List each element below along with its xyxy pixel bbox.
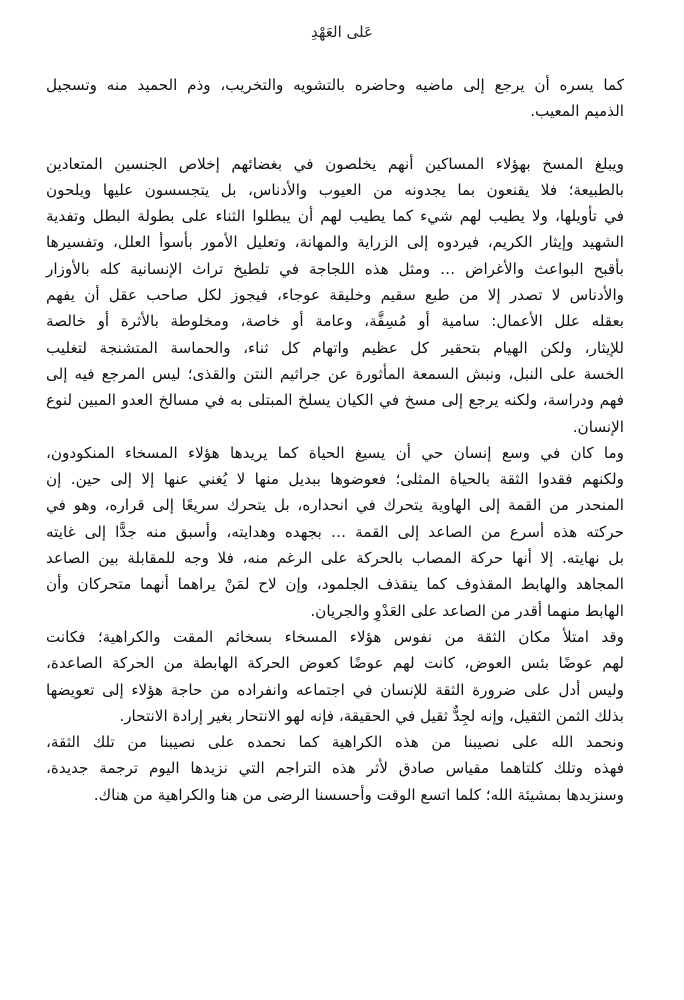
text-line: بل نهايته. إلا أنها حركة المصاب بالحركة على الرغم منه، فلا وجه للمقابلة بين الصاعد (46, 549, 624, 568)
text-line: وليس أدل على ضرورة الثقة للإنسان في اجتماعه وانفراده من حاجة هؤلاء إلى تعويضها (46, 680, 624, 699)
text-line: في تأويلها، ولا يطيب لهم شيء كما يطيب لهم أن يبطلوا الثناء على بطولة البطل وتفدية (46, 207, 624, 226)
text-line: ولكنهم فقدوا الثقة بالحياة المثلى؛ فعوضوها ببديل منها لا يُغني عنها إلا إلى حين. إن (46, 470, 624, 489)
paragraph-5 (46, 729, 624, 808)
running-header: عَلى العَهْدِ (311, 23, 373, 41)
text-line: وما كان في وسع إنسان حي أن يسيغ الحياة كما يريدها هؤلاء المسخاء المنكودون، (46, 443, 624, 462)
text-line: ويبلغ المسخ بهؤلاء المساكين أنهم يخلصون في بغضائهم إخلاص الجنسين المتعادين (46, 154, 624, 173)
text-line: الشهيد وإيثار الكريم، فيردوه إلى الزراية والمهانة، وتعليل الأمور بأسوأ العلل، وتفسيرها (46, 233, 624, 252)
text-line: فهم ودراسة، ولكنه يرجع إلى مسخ في الكيان يسلخ المبتلى به في مسالخ العدو المبين لنوع (46, 391, 624, 410)
text-line: المجاهد والهابط المقذوف كما ينقذف الجلمود، وإن لاح لمَنْ يراهما أنهما متحركان وأن (46, 575, 624, 594)
text-line: والأدناس لا تصدر إلا من طبع سقيم وخليقة عوجاء، فيجوز لكل صاحب عقل أن يفهم (46, 286, 624, 305)
text-line: بذلك الثمن الثقيل، وإنه لجِدٌّ ثقيل في الحقيقة، فإنه لهو الانتحار بغير إرادة الانتحار. (119, 706, 624, 725)
text-line: الهابط منهما أقدر من الصاعد على العَدْوِ والجريان. (310, 601, 624, 620)
paragraph-1 (46, 72, 624, 125)
text-line: بأقبح البواعث والأغراض … ومثل هذه اللجاجة في تلطيخ تراث الإنسانية كله بالأوزار (46, 259, 624, 278)
text-line: لهم عوضًا بئس العوض، كانت لهم عوضًا كعوض الحركة الهابطة من الحركة الصاعدة، (46, 654, 624, 673)
paragraph-3 (46, 440, 624, 624)
text-line: بالطبيعة؛ فلا يقنعون بما يجدونه من العيوب والأدناس، بل يتجسسون عليها ويلحون (46, 180, 624, 199)
paragraph-4 (46, 624, 624, 729)
text-line: وسنزيدها بمشيئة الله؛ كلما اتسع الوقت وأحسسنا الرضى من هنا والكراهية من هناك. (93, 785, 624, 804)
text-line: بعقله علل الأعمال: سامية أو مُسِفَّة، وعامة أو خاصة، ومخلوطة بالأثرة أو خالصة (46, 312, 624, 331)
body-text (46, 72, 624, 808)
text-line: الخسة على النبل، ونبش السمعة المأثورة عن جراثيم النتن والقذى؛ ليس المرجع فيه إلى (46, 364, 624, 383)
text-line: كما يسره أن يرجع إلى ماضيه وحاضره بالتشويه والتخريب، وذم الحميد منه وتسجيل (46, 76, 624, 94)
text-line: المنحدر من القمة إلى الهاوية يتحرك في انحداره، بل يتحرك سريعًا إلى قراره، وهو في (46, 496, 624, 515)
text-line: وقد امتلأ مكان الثقة من نفوس هؤلاء المسخاء بسخائم المقت والكراهية؛ فكانت (46, 627, 624, 646)
text-line: حركته هذه أسرع من الصاعد إلى القمة … بجهده وهدايته، وأسبق منه جدًّا إلى غايته (46, 522, 624, 541)
text-line: الذميم المعيب. (530, 102, 624, 121)
text-line: الإنسان. (572, 417, 624, 436)
text-line: للإيثار، ولكن الهيام بتحقير كل عظيم واتهام كل ثناء، والحماسة المتشنجة لتغليب (46, 338, 624, 357)
text-line: فهذه وتلك كلتاهما مقياس صادق لأثر هذه التراجم التي نزيدها اليوم ترجمة جديدة، (46, 759, 624, 778)
text-line: ونحمد الله على نصيبنا من هذه الكراهية كما نحمده على نصيبنا من تلك الثقة، (46, 733, 624, 752)
paragraph-2 (46, 151, 624, 440)
